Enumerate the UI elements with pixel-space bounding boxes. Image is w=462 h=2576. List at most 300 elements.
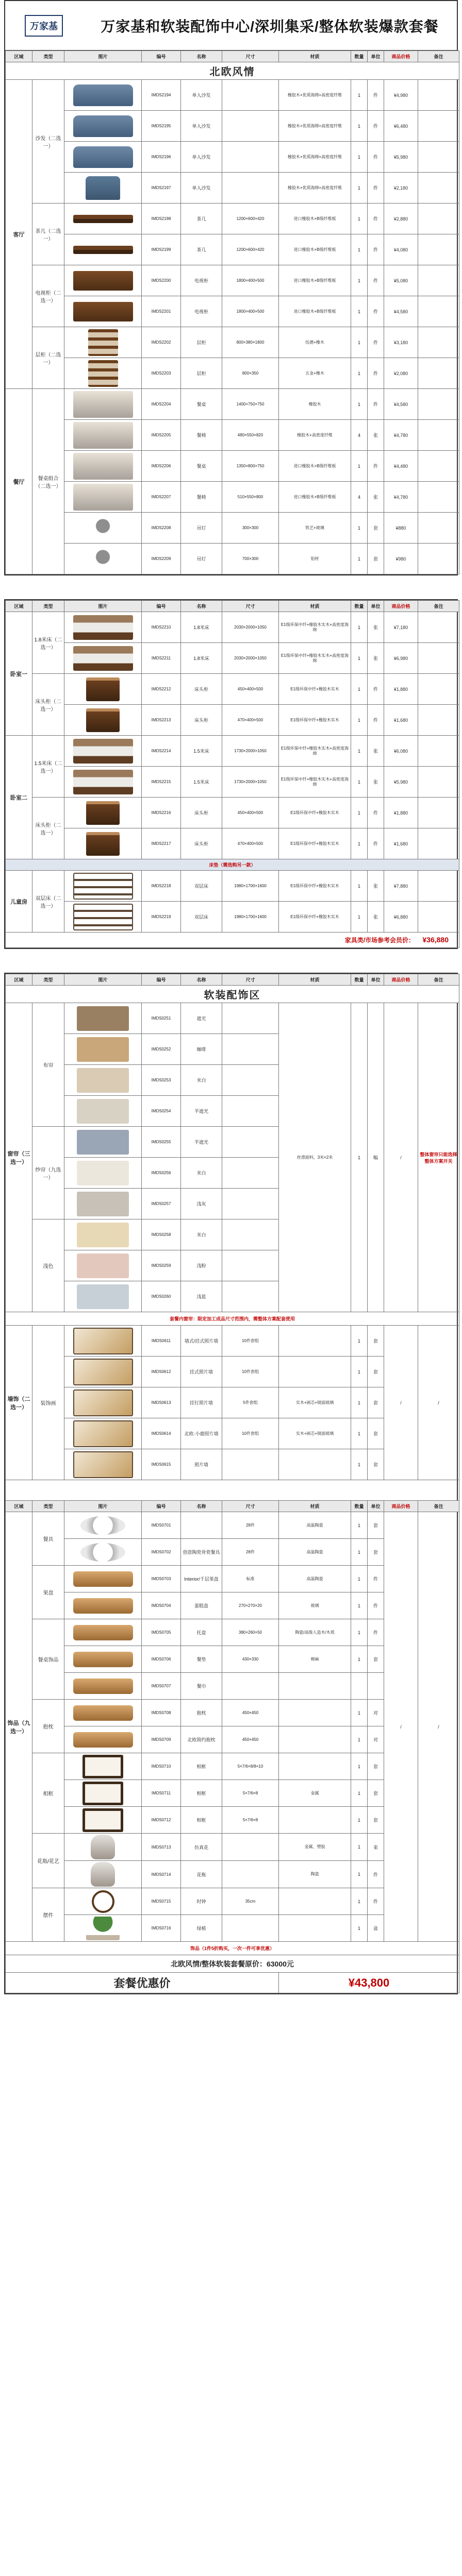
unit-cell: 件	[368, 1888, 384, 1915]
product-image	[64, 828, 142, 859]
accessory-body	[6, 1512, 459, 1942]
subheader-row	[6, 859, 459, 871]
accessory-image	[64, 1566, 142, 1592]
qty-cell: 1	[351, 1915, 368, 1942]
name-cell: 挂钉照片墙	[181, 1387, 222, 1418]
table-row	[6, 612, 459, 643]
tray-photo	[73, 1571, 133, 1587]
code-cell: IMDS0257	[142, 1189, 181, 1219]
wall-art-image	[64, 1418, 142, 1449]
accessory-image	[64, 1512, 142, 1539]
note-cell	[418, 736, 459, 767]
column-header: 区域	[6, 601, 32, 612]
wall-art-image	[64, 1449, 142, 1480]
size-cell: 470×400×500	[222, 828, 279, 859]
code-cell: IMDS2216	[142, 798, 181, 828]
decor-sheet	[4, 973, 458, 1994]
qty-cell: 1	[351, 767, 368, 798]
size-cell: 1980×1700×1600	[222, 871, 279, 902]
fabric-swatch	[64, 1127, 142, 1158]
tray-photo	[73, 1652, 133, 1667]
fabric-photo	[77, 1223, 129, 1247]
note-cell	[418, 204, 459, 234]
cup-photo	[80, 1516, 125, 1535]
size-cell	[222, 1250, 279, 1281]
name-cell: 床头柜	[181, 705, 222, 736]
material-cell	[279, 1753, 351, 1780]
art-photo	[73, 1328, 133, 1354]
wall-art-image	[64, 1387, 142, 1418]
name-cell: 浅灰	[181, 1189, 222, 1219]
name-cell: 床头柜	[181, 828, 222, 859]
qty-cell: 1	[351, 142, 368, 173]
material-cell: 橡胶木+优质海绵+高密度纤维	[279, 80, 351, 111]
size-cell: 10件套组	[222, 1326, 279, 1357]
name-cell: 1.8米床	[181, 643, 222, 674]
art-photo	[73, 1359, 133, 1385]
name-cell: 1.5米床	[181, 736, 222, 767]
material-cell	[279, 1326, 351, 1357]
column-header: 类型	[32, 1501, 64, 1512]
product-image	[64, 358, 142, 389]
material-cell: 丝滑面料，3米×2米	[279, 1003, 351, 1312]
unit-cell: 件	[368, 358, 384, 389]
note-cell	[418, 389, 459, 420]
note-cell	[418, 111, 459, 142]
price-cell: /	[384, 1326, 418, 1480]
product-image	[64, 420, 142, 451]
name-cell: 相框	[181, 1807, 222, 1834]
product-image	[64, 544, 142, 574]
qty-cell: 1	[351, 173, 368, 204]
size-cell: 1800×400×500	[222, 296, 279, 327]
name-cell: 挂式照片墙	[181, 1357, 222, 1387]
size-cell: 470×400×500	[222, 705, 279, 736]
area-cell: 卧室二	[6, 736, 32, 859]
code-cell: IMDS0260	[142, 1281, 181, 1312]
product-image	[64, 705, 142, 736]
name-cell: 餐垫	[181, 1646, 222, 1673]
table-row	[6, 1003, 459, 1034]
unit-cell: 件	[368, 674, 384, 705]
table-row	[6, 265, 459, 296]
accessory-image	[64, 1780, 142, 1807]
code-cell: IMDS2218	[142, 871, 181, 902]
size-cell	[222, 1127, 279, 1158]
qty-cell: 1	[351, 1700, 368, 1726]
table-row	[6, 1326, 459, 1357]
name-cell: 墙式/挂式照片墙	[181, 1326, 222, 1357]
furniture-table-head	[6, 51, 459, 62]
material-cell: E1级环保中纤+橡胶木实木+高密度海绵	[279, 612, 351, 643]
name-cell: 餐椅	[181, 482, 222, 513]
column-header: 备注	[418, 974, 459, 986]
size-cell: 430×330	[222, 1646, 279, 1673]
wall-art-image	[64, 1357, 142, 1387]
product-image	[64, 674, 142, 705]
unit-cell: 对	[368, 1700, 384, 1726]
name-cell: 米白	[181, 1065, 222, 1096]
note-cell: 整体窗帘只能选择整体方案开关	[418, 1003, 459, 1312]
size-cell	[222, 1915, 279, 1942]
unit-cell: 张	[368, 612, 384, 643]
code-cell: IMDS0612	[142, 1357, 181, 1387]
qty-cell: 1	[351, 1592, 368, 1619]
tray-photo	[73, 1625, 133, 1640]
spacer	[6, 1480, 459, 1501]
table-photo	[73, 246, 133, 254]
bed-photo	[73, 739, 133, 764]
name-cell: 照片墙	[181, 1449, 222, 1480]
column-header: 备注	[418, 1501, 459, 1512]
area-cell: 客厅	[6, 80, 32, 389]
table-row	[6, 173, 459, 204]
area-cell: 卧室一	[6, 612, 32, 736]
night-photo	[86, 832, 120, 856]
note-cell	[418, 871, 459, 902]
code-cell: IMDS0710	[142, 1753, 181, 1780]
name-cell: 餐巾	[181, 1673, 222, 1700]
size-cell: 510×550×800	[222, 482, 279, 513]
price-cell: ¥7,880	[384, 871, 418, 902]
unit-cell: 件	[368, 234, 384, 265]
curtain-body	[6, 1003, 459, 1312]
product-image	[64, 736, 142, 767]
price-cell: ¥5,980	[384, 767, 418, 798]
name-cell: 层柜	[181, 327, 222, 358]
unit-cell: 张	[368, 736, 384, 767]
size-cell: 1730×2000×1050	[222, 767, 279, 798]
product-image	[64, 767, 142, 798]
code-cell: IMDS2197	[142, 173, 181, 204]
table-row	[6, 111, 459, 142]
size-cell: 450×400×500	[222, 798, 279, 828]
product-image	[64, 265, 142, 296]
material-cell: 实木+画芯+镜面玻璃	[279, 1387, 351, 1418]
qty-cell: 1	[351, 1888, 368, 1915]
product-image	[64, 451, 142, 482]
package-original-price: 北欧风情/整体软装套餐原价：63000元	[6, 1955, 459, 1973]
fabric-photo	[77, 1253, 129, 1278]
size-cell: 1730×2000×1050	[222, 736, 279, 767]
dining-photo	[73, 453, 133, 480]
clock-photo	[92, 1890, 114, 1913]
code-cell: IMDS0706	[142, 1646, 181, 1673]
unit-cell: 套	[368, 1646, 384, 1673]
size-cell	[222, 1219, 279, 1250]
material-cell: 进口橡胶木+B级纤维板	[279, 234, 351, 265]
product-image	[64, 173, 142, 204]
size-cell: 5×7/6×8	[222, 1807, 279, 1834]
accessory-image	[64, 1726, 142, 1753]
code-cell: IMDS0256	[142, 1158, 181, 1189]
material-cell: 橡胶木+优质海绵+高密度纤维	[279, 142, 351, 173]
accessory-image	[64, 1700, 142, 1726]
plant-photo	[86, 1917, 120, 1940]
qty-cell: 1	[351, 389, 368, 420]
size-cell: 450×450	[222, 1700, 279, 1726]
name-cell: 抱枕	[181, 1700, 222, 1726]
category-cell: 床头柜（二选一）	[32, 674, 64, 736]
tray-photo	[73, 1705, 133, 1721]
size-cell: 35cm	[222, 1888, 279, 1915]
name-cell: 相框	[181, 1753, 222, 1780]
table-row	[6, 643, 459, 674]
code-cell: IMDS2213	[142, 705, 181, 736]
table-row	[6, 420, 459, 451]
curtain-footnote: 套餐内窗帘：限定加工成品尺寸范围内，需整体方案配套使用	[6, 1312, 459, 1326]
note-cell	[418, 798, 459, 828]
unit-cell: 件	[368, 80, 384, 111]
code-cell: IMDS0259	[142, 1250, 181, 1281]
brand-logo	[5, 1, 82, 50]
name-cell: 咖啡	[181, 1034, 222, 1065]
fabric-swatch	[64, 1250, 142, 1281]
code-cell: IMDS0258	[142, 1219, 181, 1250]
accessory-image	[64, 1619, 142, 1646]
bedroom-table-head	[6, 601, 459, 612]
size-cell: 1200×600×420	[222, 204, 279, 234]
night-photo	[86, 801, 120, 825]
category-cell: 餐桌组合（二选一）	[32, 389, 64, 574]
code-cell: IMDS2215	[142, 767, 181, 798]
category-cell: 果盘	[32, 1566, 64, 1619]
qty-cell	[351, 1673, 368, 1700]
fabric-swatch	[64, 1065, 142, 1096]
size-cell: 5×7/6×8	[222, 1780, 279, 1807]
mattress-subheader: 床垫（需选购另一款）	[6, 859, 459, 871]
name-cell: 米白	[181, 1158, 222, 1189]
size-cell	[222, 1189, 279, 1219]
accessory-image	[64, 1646, 142, 1673]
fabric-swatch	[64, 1034, 142, 1065]
size-cell	[222, 1281, 279, 1312]
name-cell: 吊灯	[181, 544, 222, 574]
dining-photo	[73, 422, 133, 449]
column-header: 材质	[279, 51, 351, 62]
fabric-swatch	[64, 1003, 142, 1034]
shelf-photo	[88, 360, 118, 387]
name-cell: 1.8米床	[181, 612, 222, 643]
fabric-photo	[77, 1161, 129, 1185]
unit-cell: 套	[368, 513, 384, 544]
table-row	[6, 482, 459, 513]
material-cell: E1级环保中纤+橡胶木实木+高密度海绵	[279, 643, 351, 674]
area-cell: 墙饰（二选一）	[6, 1326, 32, 1480]
code-cell: IMDS2208	[142, 513, 181, 544]
note-cell	[418, 767, 459, 798]
code-cell: IMDS0253	[142, 1065, 181, 1096]
sofa-photo	[73, 146, 133, 168]
product-image	[64, 142, 142, 173]
product-image	[64, 80, 142, 111]
material-cell: E1级环保中纤+橡胶木实木+高密度海绵	[279, 767, 351, 798]
table-photo	[73, 215, 133, 223]
qty-cell: 1	[351, 828, 368, 859]
accessory-image	[64, 1539, 142, 1566]
size-cell: 300×300	[222, 513, 279, 544]
accessory-image	[64, 1834, 142, 1861]
column-header: 类型	[32, 974, 64, 986]
table-row	[6, 674, 459, 705]
size-cell: 10件套组	[222, 1418, 279, 1449]
material-cell: 橡胶木+优质海绵+高密度纤维	[279, 111, 351, 142]
category-cell: 床头柜（二选一）	[32, 798, 64, 859]
price-cell: ¥6,080	[384, 736, 418, 767]
note-cell	[418, 327, 459, 358]
price-cell: ¥6,980	[384, 643, 418, 674]
size-cell	[222, 1034, 279, 1065]
size-cell: 700×300	[222, 544, 279, 574]
tray-photo	[73, 1679, 133, 1694]
size-cell	[222, 111, 279, 142]
size-cell	[222, 1861, 279, 1888]
table-row	[6, 705, 459, 736]
material-cell: 进口橡胶木+B级纤维板	[279, 265, 351, 296]
frame-photo	[82, 1782, 124, 1805]
column-header: 单位	[368, 1501, 384, 1512]
qty-cell: 1	[351, 674, 368, 705]
accessory-image	[64, 1807, 142, 1834]
note-cell	[418, 234, 459, 265]
qty-cell: 1	[351, 1861, 368, 1888]
name-cell: 托盘	[181, 1619, 222, 1646]
category-cell: 相框	[32, 1753, 64, 1834]
column-header: 材质	[279, 601, 351, 612]
code-cell: IMDS0613	[142, 1387, 181, 1418]
name-cell: 床头柜	[181, 674, 222, 705]
cup-photo	[80, 1543, 125, 1562]
material-cell: E1级环保中纤+橡胶木实木	[279, 871, 351, 902]
code-cell: IMDS2217	[142, 828, 181, 859]
bunk-photo	[73, 904, 133, 930]
material-cell	[279, 1700, 351, 1726]
name-cell: 创意陶瓷骨瓷餐具	[181, 1539, 222, 1566]
name-cell: 餐椅	[181, 420, 222, 451]
note-cell: /	[418, 1512, 459, 1942]
decor-table-head	[6, 974, 459, 986]
furniture-section-title: 北欧风情	[6, 62, 459, 80]
material-cell: E1级环保中纤+橡胶木实木	[279, 674, 351, 705]
material-cell	[279, 1888, 351, 1915]
material-cell: 橡胶木+高密度纤维	[279, 420, 351, 451]
column-header: 名称	[181, 51, 222, 62]
name-cell: 床头柜	[181, 798, 222, 828]
wall-art-image	[64, 1326, 142, 1357]
area-cell: 儿童房	[6, 871, 32, 933]
name-cell: 北欧简约抱枕	[181, 1726, 222, 1753]
product-image	[64, 612, 142, 643]
code-cell: IMDS2202	[142, 327, 181, 358]
unit-cell: 套	[368, 1357, 384, 1387]
price-cell: ¥5,080	[384, 265, 418, 296]
furniture-total-value: ¥36,880	[422, 936, 449, 944]
price-cell: ¥1,680	[384, 828, 418, 859]
furniture-body	[6, 80, 459, 574]
logo-text: 万家基	[25, 15, 63, 37]
name-cell: 双层床	[181, 902, 222, 933]
qty-cell: 1	[351, 111, 368, 142]
size-cell	[222, 1003, 279, 1034]
name-cell: 单人沙发	[181, 80, 222, 111]
qty-cell: 1	[351, 1566, 368, 1592]
code-cell: IMDS0255	[142, 1127, 181, 1158]
size-cell: 480×550×820	[222, 420, 279, 451]
code-cell: IMDS0254	[142, 1096, 181, 1127]
table-row	[6, 736, 459, 767]
unit-cell: 盆	[368, 1915, 384, 1942]
price-cell: ¥1,880	[384, 798, 418, 828]
accessory-image	[64, 1888, 142, 1915]
material-cell: 橡胶木	[279, 389, 351, 420]
code-cell: IMDS0252	[142, 1034, 181, 1065]
fabric-photo	[77, 1099, 129, 1124]
column-header: 单位	[368, 51, 384, 62]
bedroom-body	[6, 612, 459, 933]
category-cell: 摆件	[32, 1888, 64, 1942]
size-cell	[222, 142, 279, 173]
price-cell: ¥7,180	[384, 612, 418, 643]
material-cell	[279, 1915, 351, 1942]
note-cell	[418, 612, 459, 643]
price-cell: ¥2,180	[384, 173, 418, 204]
column-header: 尺寸	[222, 51, 279, 62]
qty-cell: 1	[351, 265, 368, 296]
name-cell: 仿真花	[181, 1834, 222, 1861]
material-cell: 伍德+橡木	[279, 327, 351, 358]
cabinet-photo	[73, 302, 133, 321]
code-cell: IMDS2209	[142, 544, 181, 574]
price-cell: ¥6,480	[384, 111, 418, 142]
size-cell	[222, 1673, 279, 1700]
fabric-photo	[77, 1284, 129, 1309]
unit-cell: 套	[368, 1780, 384, 1807]
code-cell: IMDS0707	[142, 1673, 181, 1700]
material-cell	[279, 1673, 351, 1700]
note-cell	[418, 358, 459, 389]
size-cell: 2030×2000×1050	[222, 643, 279, 674]
qty-cell: 1	[351, 902, 368, 933]
table-row	[6, 358, 459, 389]
art-photo	[73, 1389, 133, 1416]
name-cell: 电视柜	[181, 265, 222, 296]
product-image	[64, 482, 142, 513]
table-row	[6, 871, 459, 902]
material-cell: E1级环保中纤+橡胶木实木	[279, 902, 351, 933]
bunk-photo	[73, 873, 133, 900]
material-cell: 五金+橡木	[279, 358, 351, 389]
unit-cell: 件	[368, 142, 384, 173]
code-cell: IMDS0704	[142, 1592, 181, 1619]
unit-cell: 件	[368, 1861, 384, 1888]
column-header: 商品价格	[384, 51, 418, 62]
tray-photo	[73, 1598, 133, 1614]
code-cell: IMDS0714	[142, 1861, 181, 1888]
price-cell: ¥4,580	[384, 389, 418, 420]
name-cell: 北欧·小鹿照片墙	[181, 1418, 222, 1449]
name-cell: 绿植	[181, 1915, 222, 1942]
product-image	[64, 111, 142, 142]
qty-cell: 1	[351, 451, 368, 482]
size-cell	[222, 80, 279, 111]
unit-cell: 件	[368, 173, 384, 204]
size-cell: 5×7/6×8/8×10	[222, 1753, 279, 1780]
code-cell: IMDS2205	[142, 420, 181, 451]
category-cell: 双层床（二选一）	[32, 871, 64, 933]
material-cell: 高温陶瓷	[279, 1512, 351, 1539]
fabric-photo	[77, 1130, 129, 1155]
unit-cell	[368, 1673, 384, 1700]
